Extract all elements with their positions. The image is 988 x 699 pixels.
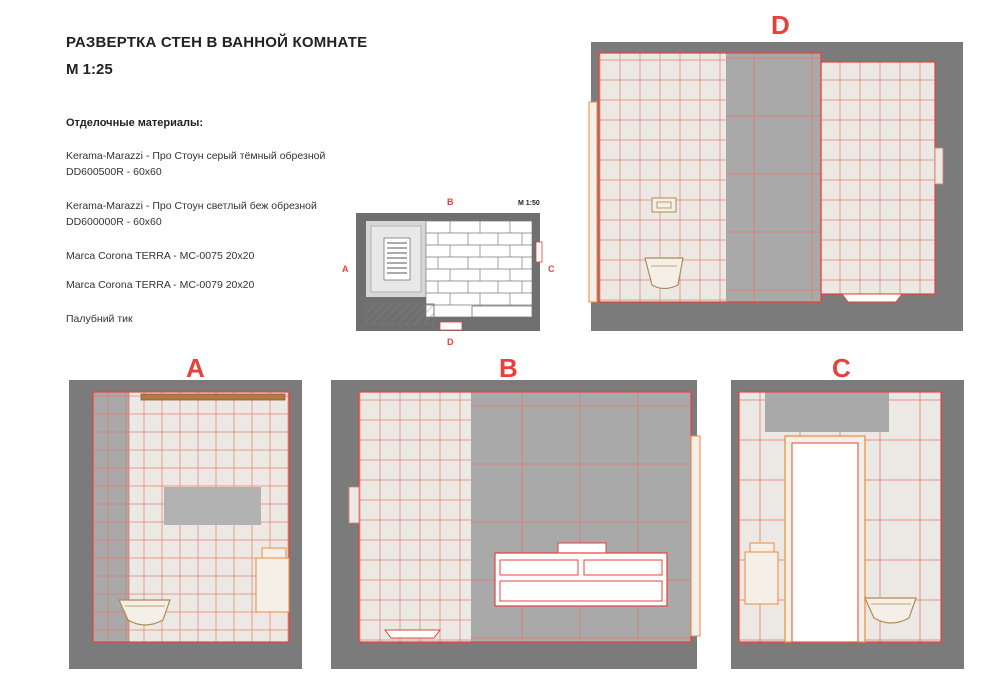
view-label-a: A <box>186 353 205 383</box>
page-scale: М 1:25 <box>66 61 113 78</box>
view-label-c: C <box>832 353 851 383</box>
plan-scale: М 1:50 <box>518 200 540 207</box>
plan-label-d: D <box>447 337 454 347</box>
material-item-2: Kerama-Marazzi - Про Стоун светлый беж обрезной DD600000R - 60x60 <box>66 200 317 228</box>
material-item-3: Marca Corona TERRA - MC-0075 20x20 <box>66 250 255 262</box>
plan-label-b: B <box>447 197 454 207</box>
plan-shower-drain <box>384 238 410 280</box>
material-item-1: Kerama-Marazzi - Про Стоун серый тёмный обрезной DD600500R - 60x60 <box>66 150 326 178</box>
materials-header: Отделочные материалы: <box>66 117 204 129</box>
material-item-4: Marca Corona TERRA - MC-0079 20x20 <box>66 279 255 291</box>
elevation-d <box>589 42 963 331</box>
plan-label-a: A <box>342 264 349 274</box>
view-label-b: B <box>499 353 518 383</box>
view-label-d: D <box>771 10 790 40</box>
elevation-a <box>69 380 302 669</box>
elevation-c <box>731 380 964 669</box>
page-title: РАЗВЕРТКА СТЕН В ВАННОЙ КОМНАТЕ <box>66 34 368 51</box>
plan-label-c: C <box>548 264 555 274</box>
material-item-5: Палубний тик <box>66 313 133 325</box>
elevation-b <box>331 380 700 669</box>
floor-plan <box>356 213 542 331</box>
